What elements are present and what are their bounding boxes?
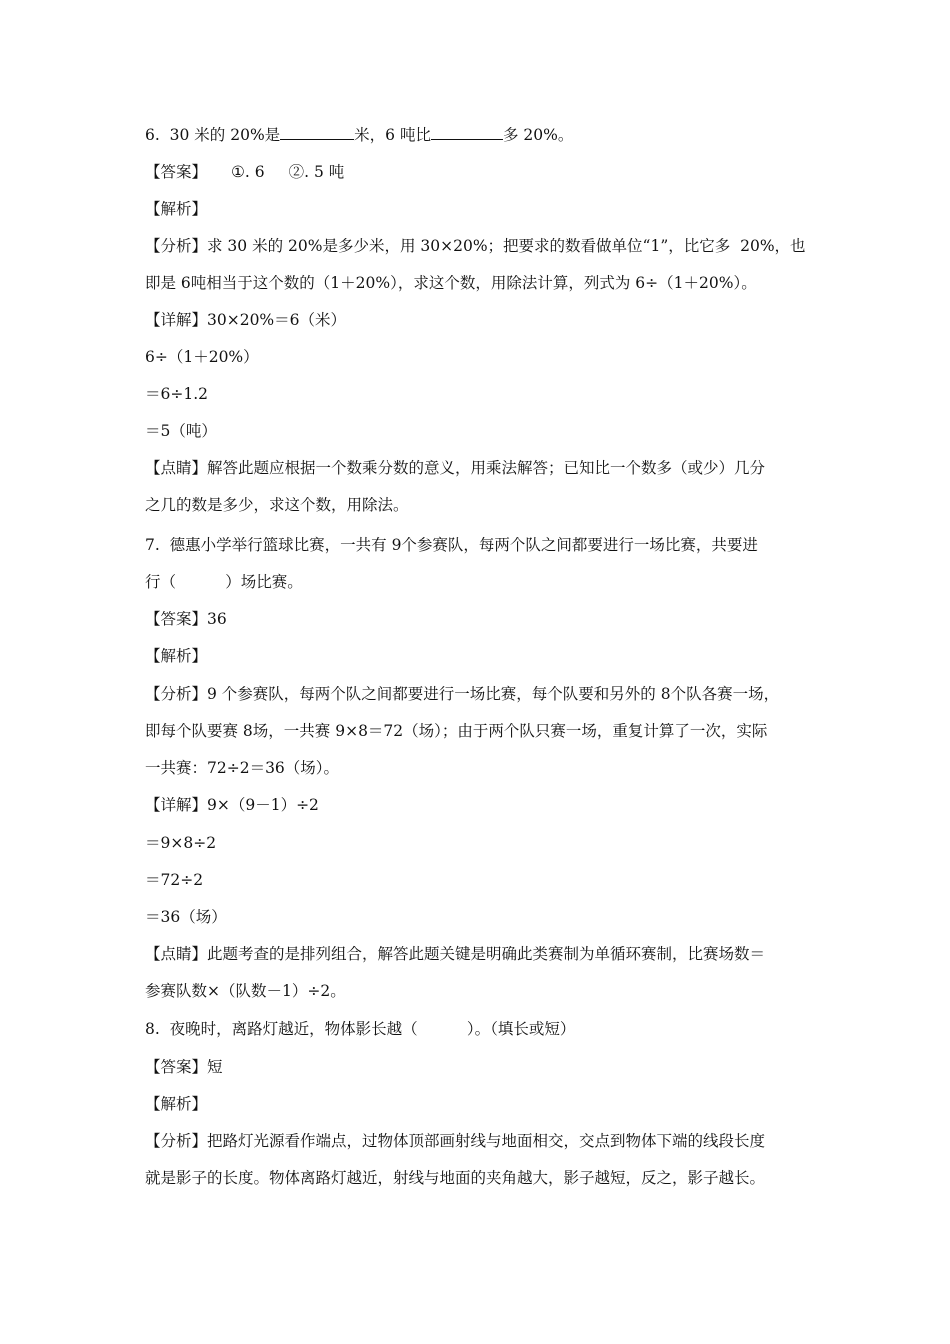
q6-answer-2: ②. 5 吨	[288, 163, 345, 181]
q6-question-part-a: 6. 30 米的 20%是	[145, 126, 281, 144]
q7-dianjing-line-1: 【点睛】此题考查的是排列组合，解答此题关键是明确此类赛制为单循环赛制，比赛场数＝	[145, 945, 766, 963]
q6-xiangjie-line-1: 【详解】30×20%＝6（米）	[145, 311, 347, 329]
q6-analysis-label: 【解析】	[145, 200, 208, 218]
q7-fenxi-line-3: 一共赛：72÷2＝36（场）。	[145, 759, 340, 777]
q8-fenxi-line-2: 就是影子的长度。物体离路灯越近，射线与地面的夹角越大，影子越短，反之，影子越长。	[145, 1169, 766, 1187]
q8-analysis-label: 【解析】	[145, 1095, 208, 1113]
q6-blank-2	[431, 125, 503, 140]
q6-dianjing-line-1: 【点睛】解答此题应根据一个数乘分数的意义，用乘法解答；已知比一个数多（或少）几分	[145, 459, 766, 477]
q7-question-line-1: 7. 德惠小学举行篮球比赛，一共有 9个参赛队，每两个队之间都要进行一场比赛，共要进	[145, 536, 758, 554]
q6-xiangjie-line-3: ＝6÷1.2	[145, 385, 208, 403]
q6-question	[145, 125, 573, 145]
q6-question-part-b: 米，6 吨比	[354, 126, 431, 144]
q6-fenxi-line-1: 【分析】求 30 米的 20%是多少米，用 30×20%；把要求的数看做单位“1”，比它多 20%，也	[145, 237, 806, 255]
q6-fenxi-line-2: 即是 6吨相当于这个数的（1＋20%），求这个数，用除法计算，列式为 6÷（1＋20%）。	[145, 274, 757, 292]
q7-analysis-label: 【解析】	[145, 647, 208, 665]
q7-fenxi-line-2: 即每个队要赛 8场，一共赛 9×8＝72（场）；由于两个队只赛一场，重复计算了一次，实际	[145, 722, 768, 740]
q7-fenxi-line-1: 【分析】9 个参赛队，每两个队之间都要进行一场比赛，每个队要和另外的 8个队各赛一场，	[145, 685, 780, 703]
q7-xiangjie-line-2: ＝9×8÷2	[145, 834, 217, 852]
q8-fenxi-line-1: 【分析】把路灯光源看作端点，过物体顶部画射线与地面相交，交点到物体下端的线段长度	[145, 1132, 766, 1150]
q6-answer-label: 【答案】	[145, 163, 208, 181]
q7-xiangjie-line-4: ＝36（场）	[145, 908, 227, 926]
q6-xiangjie-line-4: ＝5（吨）	[145, 422, 217, 440]
q7-dianjing-line-2: 参赛队数×（队数－1）÷2。	[145, 982, 346, 1000]
q8-answer: 【答案】短	[145, 1058, 223, 1076]
q6-question-part-c: 多 20%。	[502, 126, 574, 144]
q6-xiangjie-line-2: 6÷（1＋20%）	[145, 348, 259, 366]
q7-question-line-2: 行（ ）场比赛。	[145, 573, 303, 591]
q7-answer: 【答案】36	[145, 610, 227, 628]
q8-question: 8. 夜晚时，离路灯越近，物体影长越（ ）。（填长或短）	[145, 1020, 576, 1038]
q6-answer-1: ①. 6	[231, 163, 265, 181]
q6-blank-1	[280, 125, 354, 140]
q6-answer	[145, 162, 344, 182]
q7-xiangjie-line-1: 【详解】9×（9－1）÷2	[145, 796, 319, 814]
q7-xiangjie-line-3: ＝72÷2	[145, 871, 204, 889]
q6-dianjing-line-2: 之几的数是多少，求这个数，用除法。	[145, 496, 409, 514]
